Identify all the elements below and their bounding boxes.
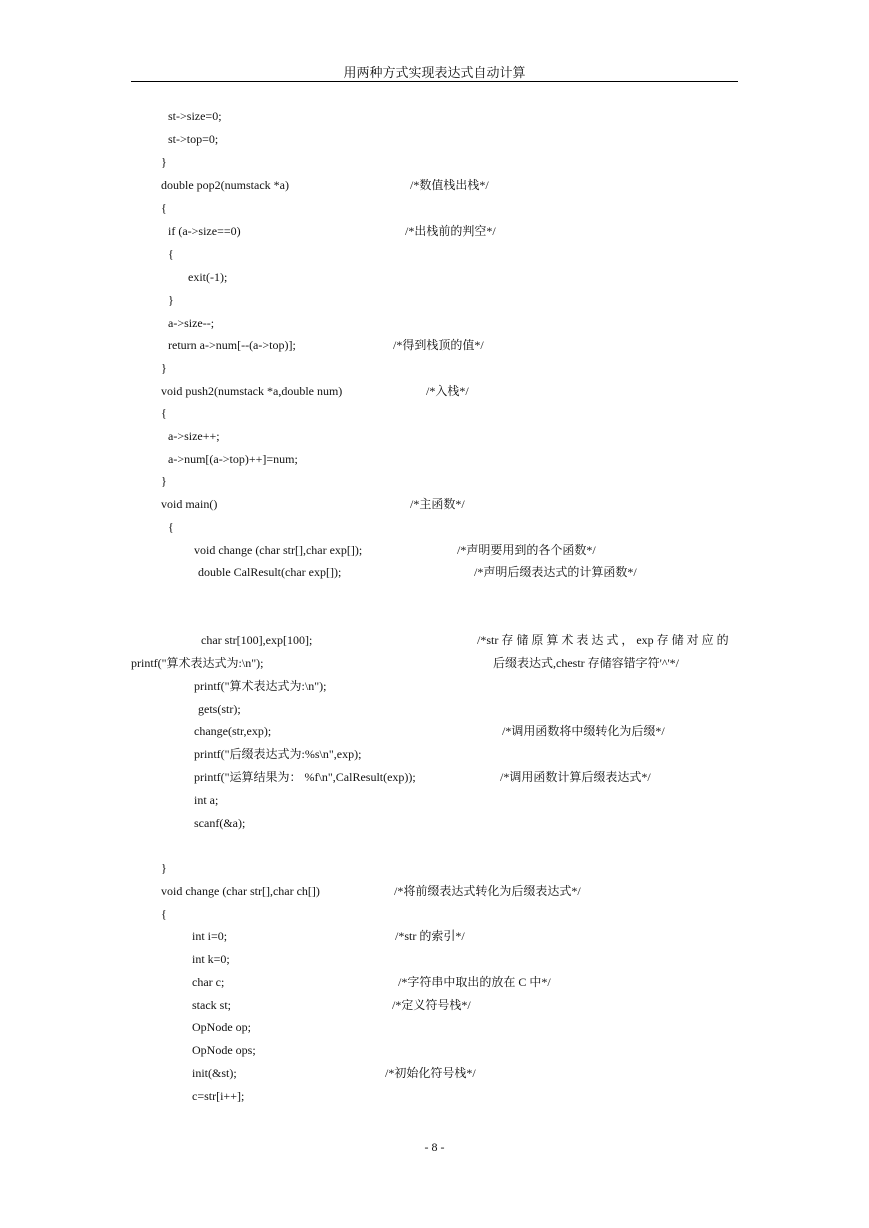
code-line: void push2(numstack *a,double num) bbox=[161, 384, 343, 398]
code-line: } bbox=[161, 361, 167, 375]
code-line: } bbox=[161, 155, 167, 169]
code-line: printf("算术表达式为:\n"); bbox=[194, 679, 327, 693]
code-line: int k=0; bbox=[192, 952, 230, 966]
code-line: printf("运算结果为： %f\n",CalResult(exp)); bbox=[194, 770, 416, 784]
code-line: stack st; bbox=[192, 998, 231, 1012]
code-comment: /*声明后缀表达式的计算函数*/ bbox=[474, 565, 637, 579]
code-line: printf("算术表达式为:\n"); bbox=[131, 656, 264, 670]
code-line: gets(str); bbox=[198, 702, 241, 716]
code-comment: /*定义符号栈*/ bbox=[392, 998, 471, 1012]
code-comment: /*调用函数计算后缀表达式*/ bbox=[500, 770, 651, 784]
code-line: { bbox=[168, 520, 174, 534]
header-rule bbox=[131, 81, 738, 82]
code-line: a->size++; bbox=[168, 429, 220, 443]
code-line: char c; bbox=[192, 975, 225, 989]
code-line: void change (char str[],char ch[]) bbox=[161, 884, 320, 898]
code-comment: /*出栈前的判空*/ bbox=[405, 224, 496, 238]
code-comment: /*主函数*/ bbox=[410, 497, 465, 511]
code-line: int i=0; bbox=[192, 929, 228, 943]
code-comment: /*str 存 储 原 算 术 表 达 式 ， exp 存 储 对 应 的 bbox=[477, 633, 729, 647]
page-title: 用两种方式实现表达式自动计算 bbox=[343, 65, 526, 80]
code-line: if (a->size==0) bbox=[168, 224, 241, 238]
code-comment: /*调用函数将中缀转化为后缀*/ bbox=[502, 724, 665, 738]
code-comment: /*字符串中取出的放在 C 中*/ bbox=[398, 975, 551, 989]
code-line: { bbox=[161, 201, 167, 215]
code-comment: /*初始化符号栈*/ bbox=[385, 1066, 476, 1080]
code-comment: /*声明要用到的各个函数*/ bbox=[457, 543, 596, 557]
code-line: printf("后缀表达式为:%s\n",exp); bbox=[194, 747, 362, 761]
code-line: change(str,exp); bbox=[194, 724, 272, 738]
code-comment: /*str 的索引*/ bbox=[395, 929, 465, 943]
code-line: { bbox=[161, 406, 167, 420]
code-line: char str[100],exp[100]; bbox=[201, 633, 313, 647]
code-line: init(&st); bbox=[192, 1066, 237, 1080]
code-line: scanf(&a); bbox=[194, 816, 246, 830]
code-line: } bbox=[161, 474, 167, 488]
code-line: a->num[(a->top)++]=num; bbox=[168, 452, 298, 466]
code-line: double pop2(numstack *a) bbox=[161, 178, 289, 192]
code-line: st->size=0; bbox=[168, 109, 222, 123]
code-line: return a->num[--(a->top)]; bbox=[168, 338, 296, 352]
code-line: exit(-1); bbox=[188, 270, 228, 284]
code-line: { bbox=[161, 907, 167, 921]
code-line: void change (char str[],char exp[]); bbox=[194, 543, 363, 557]
code-line: OpNode ops; bbox=[192, 1043, 256, 1057]
code-line: } bbox=[161, 861, 167, 875]
code-line: a->size--; bbox=[168, 316, 215, 330]
code-comment: /*得到栈顶的值*/ bbox=[393, 338, 484, 352]
code-line: st->top=0; bbox=[168, 132, 219, 146]
code-line: double CalResult(char exp[]); bbox=[198, 565, 342, 579]
code-line: OpNode op; bbox=[192, 1020, 251, 1034]
code-line: { bbox=[168, 247, 174, 261]
code-comment: /*将前缀表达式转化为后缀表达式*/ bbox=[394, 884, 581, 898]
code-line: } bbox=[168, 293, 174, 307]
code-line: c=str[i++]; bbox=[192, 1089, 245, 1103]
code-line: int a; bbox=[194, 793, 219, 807]
page-number: - 8 - bbox=[424, 1140, 445, 1154]
code-comment: 后缀表达式,chestr 存储容错字符'^'*/ bbox=[493, 656, 679, 670]
code-line: void main() bbox=[161, 497, 218, 511]
code-comment: /*入栈*/ bbox=[426, 384, 469, 398]
code-comment: /*数值栈出栈*/ bbox=[410, 178, 489, 192]
